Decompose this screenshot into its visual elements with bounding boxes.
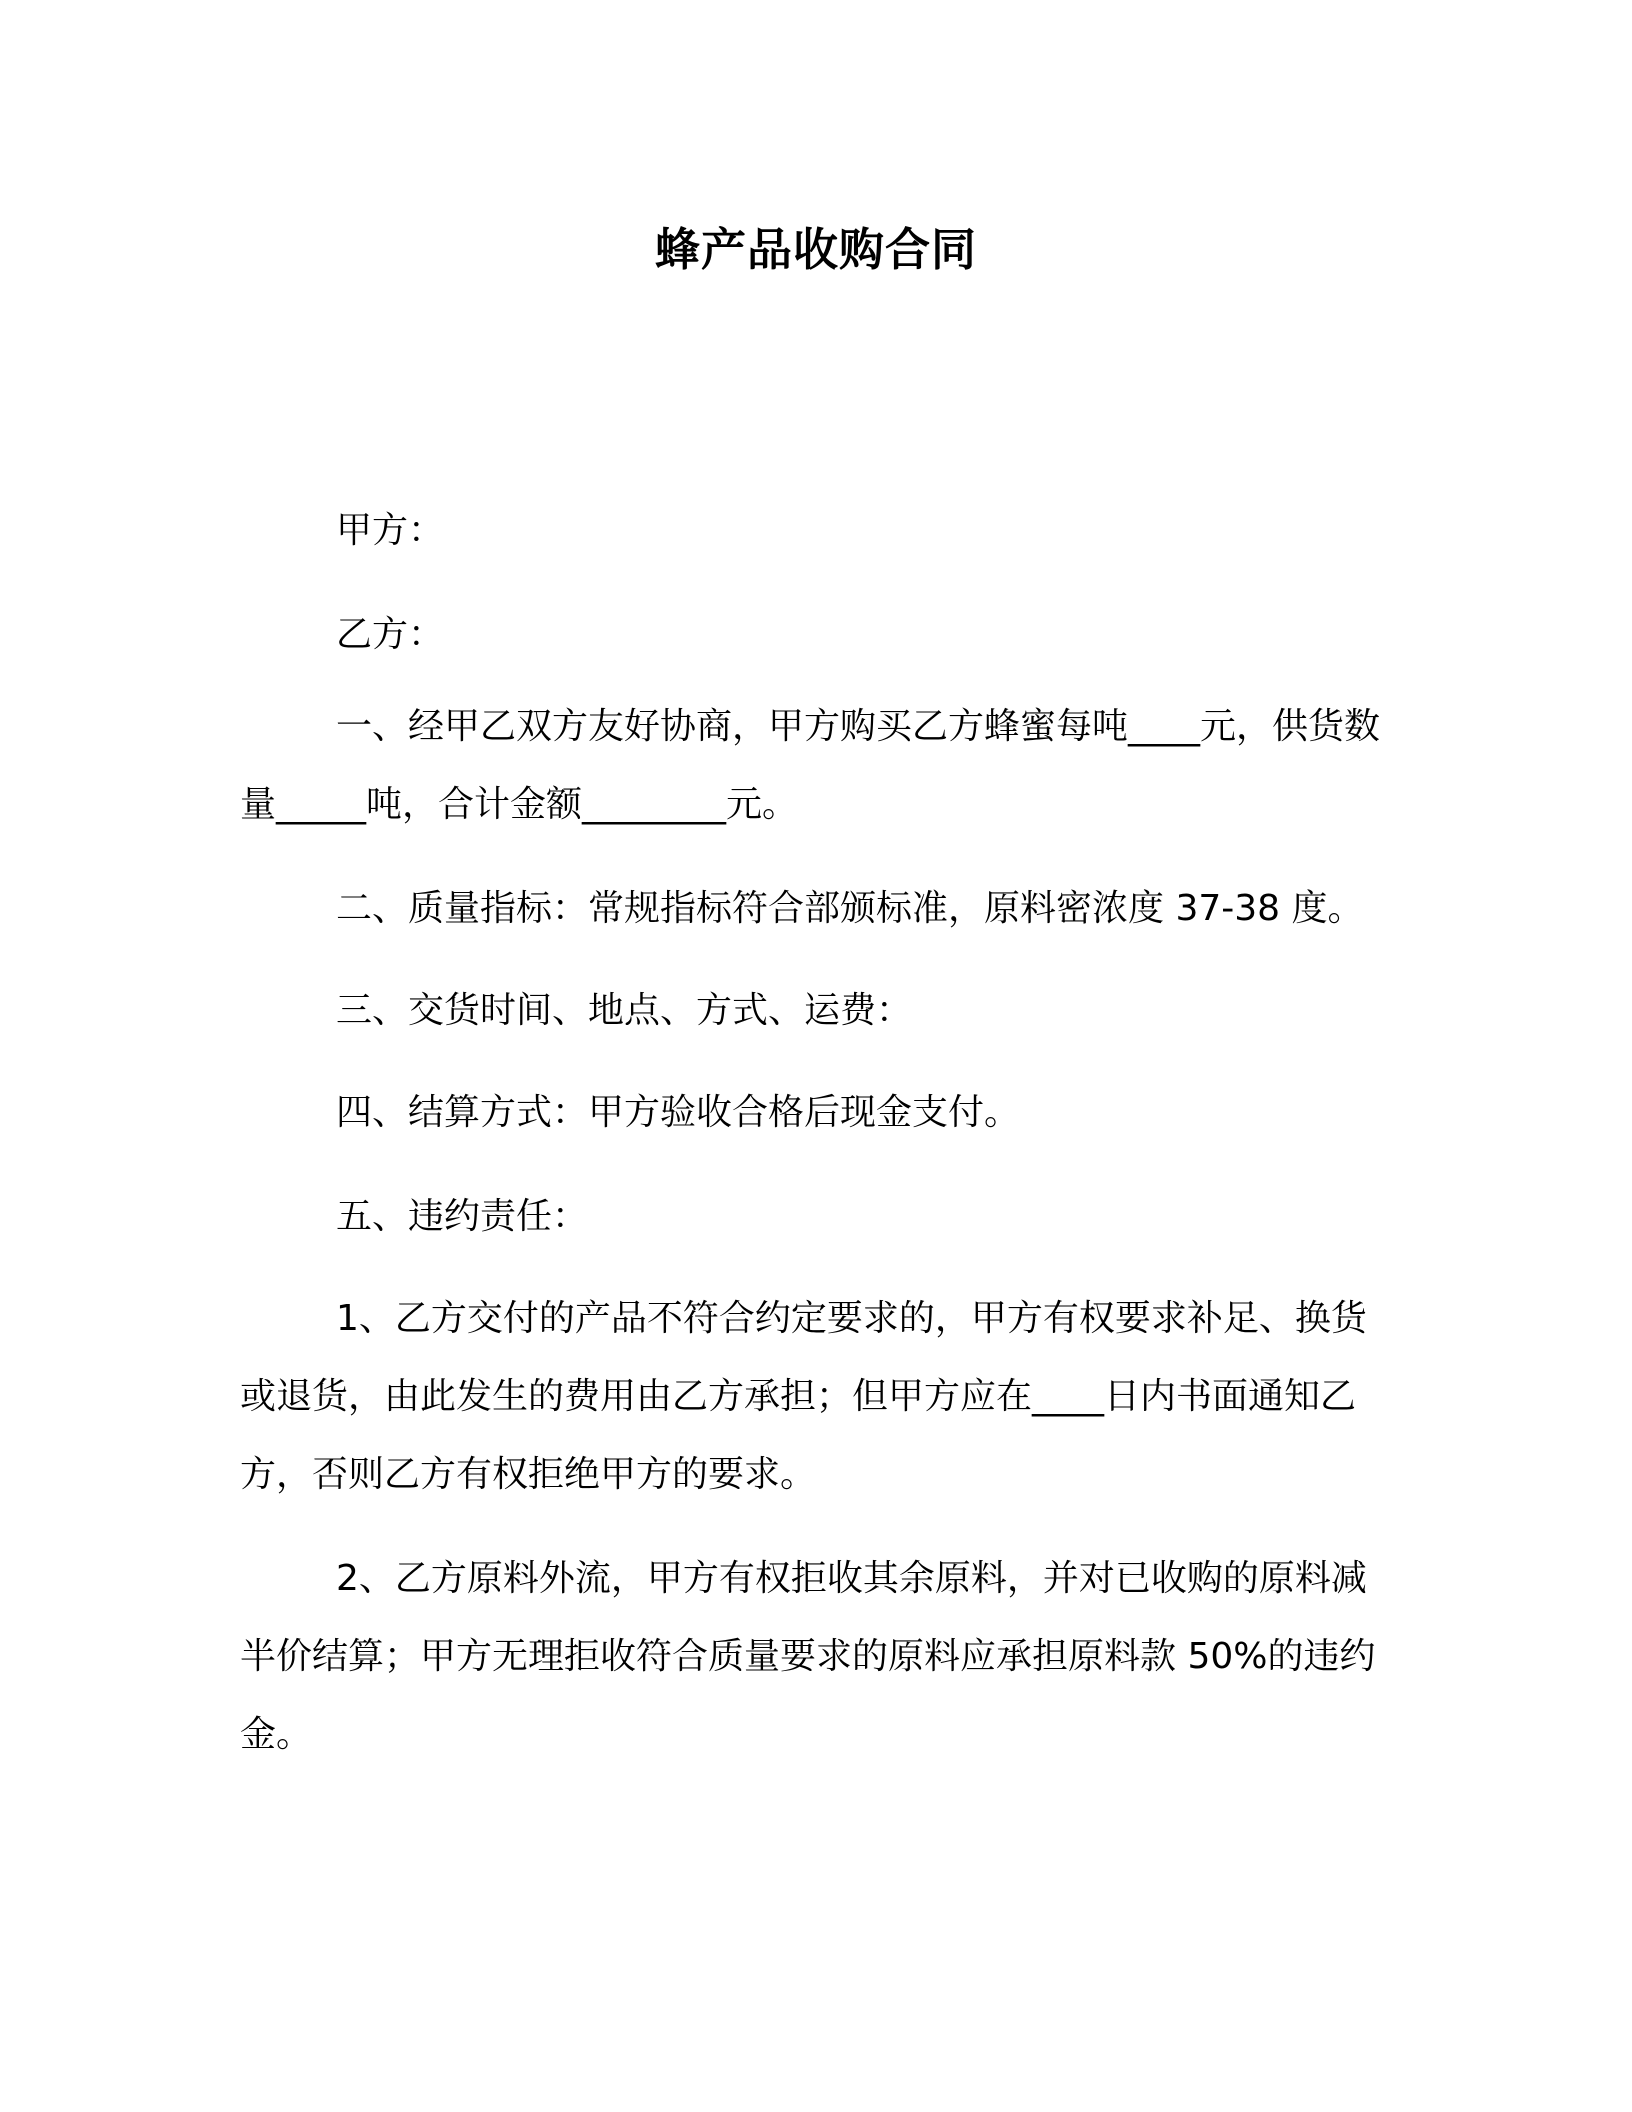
clause-5: 五、违约责任：	[336, 1196, 589, 1237]
clause-3: 三、交货时间、地点、方式、运费：	[336, 990, 913, 1031]
clause-1: 一、经甲乙双方友好协商，甲方购买乙方蜂蜜每吨____元，供货数量_____吨，合计金额________元。	[240, 706, 1381, 825]
clause-5-item-2: 2、乙方原料外流，甲方有权拒收其余原料，并对已收购的原料减半价结算；甲方无理拒收符合质量要求的原料应承担原料款 50%的违约金。	[240, 1558, 1376, 1755]
party-a-line: 甲方：	[336, 510, 445, 551]
document-title: 蜂产品收购合同	[654, 223, 977, 276]
clause-5-item-1: 1、乙方交付的产品不符合约定要求的，甲方有权要求补足、换货或退货，由此发生的费用由乙方承担；但甲方应在____日内书面通知乙方，否则乙方有权拒绝甲方的要求。	[240, 1298, 1367, 1495]
clause-4: 四、结算方式：甲方验收合格后现金支付。	[336, 1092, 1021, 1133]
clause-2: 二、质量指标：常规指标符合部颁标准，原料密浓度 37-38 度。	[336, 888, 1364, 929]
party-b-line: 乙方：	[336, 614, 445, 655]
